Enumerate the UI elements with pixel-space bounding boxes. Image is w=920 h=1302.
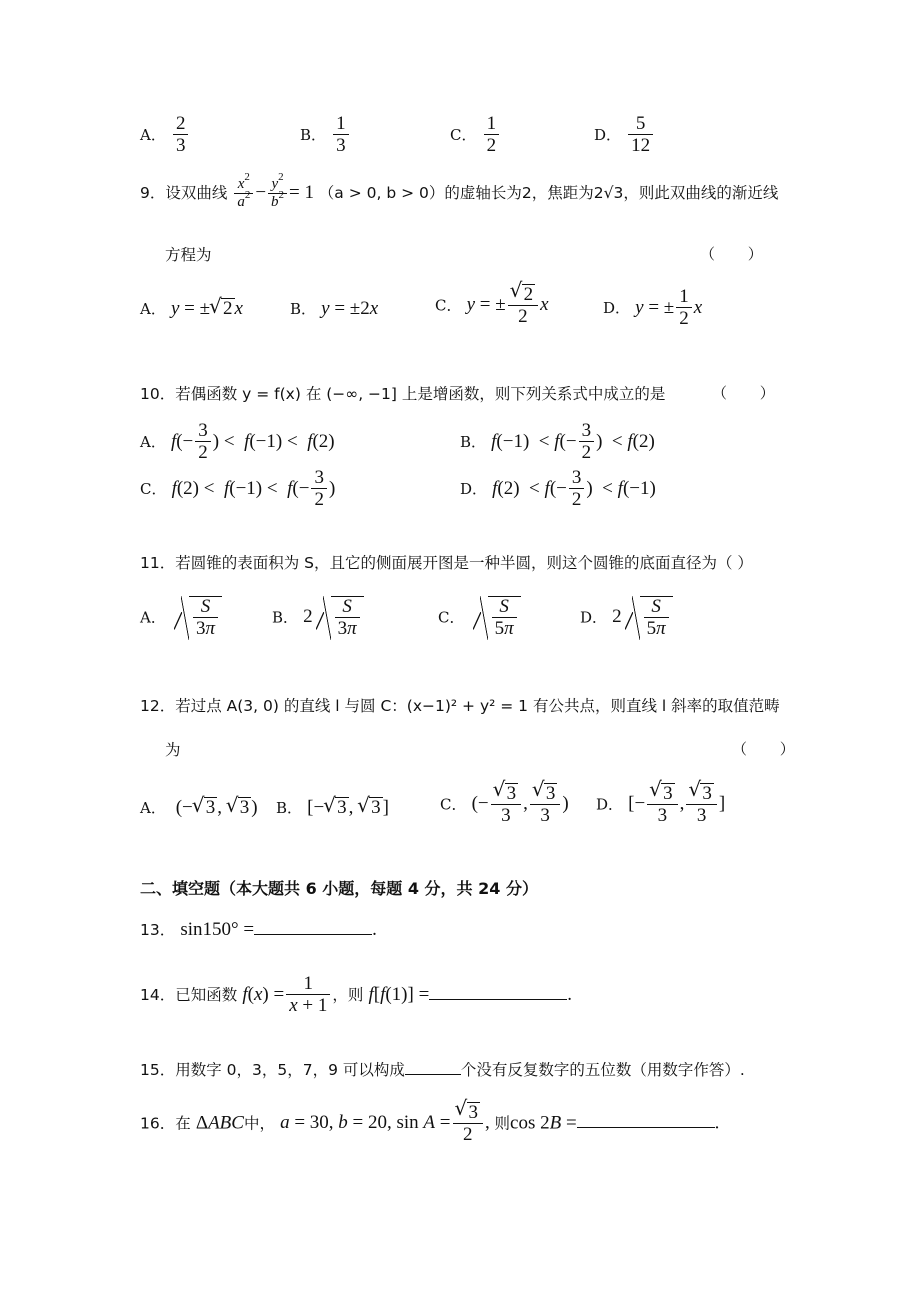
q15-text-a: 用数字 0，3，5，7，9 可以构成 [175,1061,405,1079]
q16-lead: 在 [175,1114,191,1133]
q13-number: 13． [140,921,176,939]
q12-option-c: C． (− √ $\frac{3}{3}$ , √ $\frac{3}{3}$ ) [440,783,569,827]
q14-answer-blank[interactable] [429,983,567,1000]
q14: 14．已知函数 f(x) = $\frac{1}{x + 1}$ ，则 f[f(1)] = . [140,973,573,1016]
q8-option-a-label: A． [140,126,166,144]
q11-stem [140,551,753,573]
q9-option-c-label: C． [435,296,462,315]
q11-number: 11． [140,554,176,572]
q13-end: . [372,919,377,940]
q11-option-d: D． 2 $\frac{S}{5\pi}$ [580,596,673,640]
q14-end: . [567,983,573,1005]
q9-option-a: A． y = ±√ 2 x [140,298,243,320]
q9-option-d: D． y = ± $\frac{1}{2}$ x [603,286,703,329]
q14-number: 14． [140,985,176,1004]
q12-option-a: A． (−√ 3 , √ 3 ) [140,797,258,819]
q16-answer-blank[interactable] [577,1111,715,1128]
q16-mid: 中， [243,1114,275,1133]
q8-option-d [594,114,655,157]
q11-text: 若圆锥的表面积为 S，且它的侧面展开图是一种半圆，则这个圆锥的底面直径为（ ） [175,554,753,572]
q13 [140,918,377,941]
q13-expression: sin150° = [180,919,255,940]
q10-text: 若偶函数 y = f(x) 在 (−∞, −1] 上是增函数，则下列关系式中成立的是 [175,385,666,403]
q11-option-d-label: D． [580,608,608,627]
q10-option-a-label: A． [140,432,166,451]
q12-option-b-label: B． [276,799,303,817]
section2-title: 二、填空题（本大题共 6 小题，每题 4 分，共 24 分） [140,879,538,898]
q15-number: 15． [140,1061,176,1079]
q8-option-c-label: C． [450,126,477,144]
q10-stem [140,382,665,404]
q11-option-c-label: C． [438,608,465,627]
q8-option-a [140,114,190,157]
q11-option-b: B． 2 $\frac{S}{3\pi}$ [272,596,364,640]
q8-option-d-fraction: $\frac{5}{12}$ [628,114,653,157]
q9-number: 9． [140,183,166,202]
q8-option-b-label: B． [300,126,327,144]
q14-mid: ，则 [332,985,364,1004]
q9-stem [140,171,779,211]
q11-option-a-label: A． [140,608,166,627]
q12-option-d: D． [− √ $\frac{3}{3}$ , √ $\frac{3}{3}$ ] [596,783,725,827]
q12-number: 12． [140,697,176,715]
q9-lead: 设双曲线 [165,183,228,202]
q9-answer-paren: （ ） [700,245,777,263]
q16: 16．在 ΔABC中， a = 30, b = 20, sin A = √ $\frac{3}{2}$ , 则cos 2B = . [140,1102,719,1146]
q12-text: 若过点 A(3, 0) 的直线 l 与圆 C：(x−1)² + y² = 1 有公共点，则直线 l 斜率的取值范畴 [175,697,780,715]
q11-option-b-label: B． [272,608,299,627]
q10-option-b-label: B． [460,432,487,451]
q9-option-a-label: A． [140,300,166,318]
q11-option-a: A． $\frac{S}{3\pi}$ [140,596,222,640]
q9-option-b-label: B． [290,300,317,318]
q9-hyperbola-equation: $\frac{x^2}{a^2}$ − $\frac{y^2}{b^2}$ = 1 [232,182,318,203]
q9-continuation: 方程为 [165,246,212,264]
q16-end: . [714,1112,720,1134]
q10-option-d-label: D． [460,479,488,498]
q11-option-c: C． $\frac{S}{5\pi}$ [438,596,521,640]
q10-answer-paren: （ ） [712,384,789,402]
q9-option-d-label: D． [603,298,631,317]
q16-number: 16． [140,1114,176,1133]
q12-option-a-label: A． [140,799,166,817]
q9-option-b: B． y = ±2x [290,298,379,319]
q15 [140,1058,745,1080]
q10-option-b: B． f(−1) < f(− $\frac{3}{2}$ ) < f(2) [460,420,655,463]
q9-option-c: C． y = ± √ $\frac{2}{2}$ x [435,284,549,328]
q12-option-d-label: D． [596,795,624,814]
q15-answer-blank[interactable] [405,1058,461,1075]
q13-answer-blank[interactable] [254,918,372,935]
q10-option-a: A． f(− $\frac{3}{2}$ ) < f(−1) < f(2) [140,420,335,463]
q10-option-c: C． f(2) < f(−1) < f(− $\frac{3}{2}$ ) [140,467,336,510]
q14-lead: 已知函数 [175,985,238,1004]
q12-continuation: 为 [165,741,181,759]
q8-option-d-label: D． [594,126,622,144]
q12-option-c-label: C． [440,795,467,814]
q9-condition: （a > 0, b > 0）的虚轴长为2，焦距为2√3，则此双曲线的渐近线 [318,183,779,202]
q10-option-c-label: C． [140,479,167,498]
q8-option-b [300,114,351,157]
q8-option-c-fraction: $\frac{1}{2}$ [484,114,500,157]
q15-text-b: 个没有反复数字的五位数（用数字作答）. [460,1061,745,1079]
q12-stem [140,694,780,716]
q12-option-b: B． [−√ 3 , √ 3 ] [276,797,389,819]
q10-option-d: D． f(2) < f(− $\frac{3}{2}$ ) < f(−1) [460,467,656,510]
q12-answer-paren: （ ） [732,740,809,758]
q8-option-a-fraction: $\frac{2}{3}$ [173,114,189,157]
q8-option-c [450,114,501,157]
q8-option-b-fraction: $\frac{1}{3}$ [333,114,349,157]
q10-number: 10． [140,385,176,403]
